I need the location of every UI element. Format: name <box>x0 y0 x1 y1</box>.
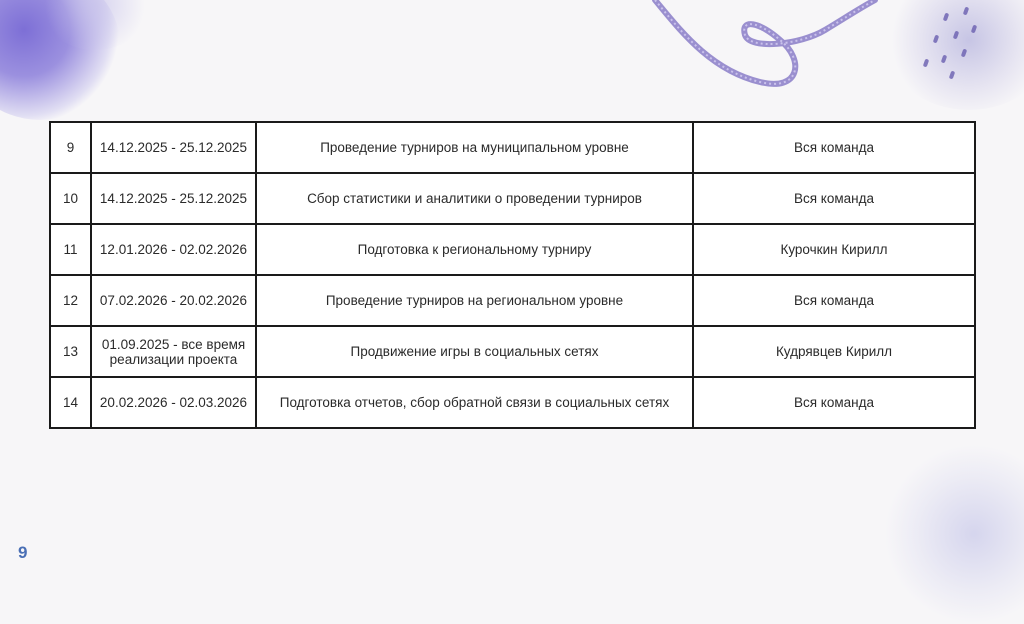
row-responsible: Вся команда <box>693 173 975 224</box>
row-date: 20.02.2026 - 02.03.2026 <box>91 377 256 428</box>
row-responsible: Кудрявцев Кирилл <box>693 326 975 377</box>
table-row <box>50 224 975 275</box>
row-number: 13 <box>50 326 91 377</box>
page-number: 9 <box>18 543 28 562</box>
row-responsible: Курочкин Кирилл <box>693 224 975 275</box>
row-number: 10 <box>50 173 91 224</box>
row-date: 14.12.2025 - 25.12.2025 <box>91 173 256 224</box>
decorative-watercolor-blob <box>884 444 1024 624</box>
row-task: Проведение турниров на региональном уровне <box>256 275 693 326</box>
row-task: Подготовка к региональному турниру <box>256 224 693 275</box>
row-task: Продвижение игры в социальных сетях <box>256 326 693 377</box>
row-task: Подготовка отчетов, сбор обратной связи в социальных сетях <box>256 377 693 428</box>
decorative-dots <box>914 5 984 85</box>
row-date: 12.01.2026 - 02.02.2026 <box>91 224 256 275</box>
table-row <box>50 173 975 224</box>
schedule-table <box>49 121 976 429</box>
row-number: 11 <box>50 224 91 275</box>
row-number: 14 <box>50 377 91 428</box>
table-row <box>50 326 975 377</box>
row-task: Сбор статистики и аналитики о проведении турниров <box>256 173 693 224</box>
row-date: 07.02.2026 - 20.02.2026 <box>91 275 256 326</box>
table-row <box>50 275 975 326</box>
row-responsible: Вся команда <box>693 122 975 173</box>
row-number: 9 <box>50 122 91 173</box>
decorative-ribbon <box>650 0 880 95</box>
table-row <box>50 122 975 173</box>
row-date: 01.09.2025 - все время реализации проекта <box>91 326 256 377</box>
table-row <box>50 377 975 428</box>
row-responsible: Вся команда <box>693 377 975 428</box>
row-number: 12 <box>50 275 91 326</box>
row-date: 14.12.2025 - 25.12.2025 <box>91 122 256 173</box>
row-task: Проведение турниров на муниципальном уровне <box>256 122 693 173</box>
row-responsible: Вся команда <box>693 275 975 326</box>
